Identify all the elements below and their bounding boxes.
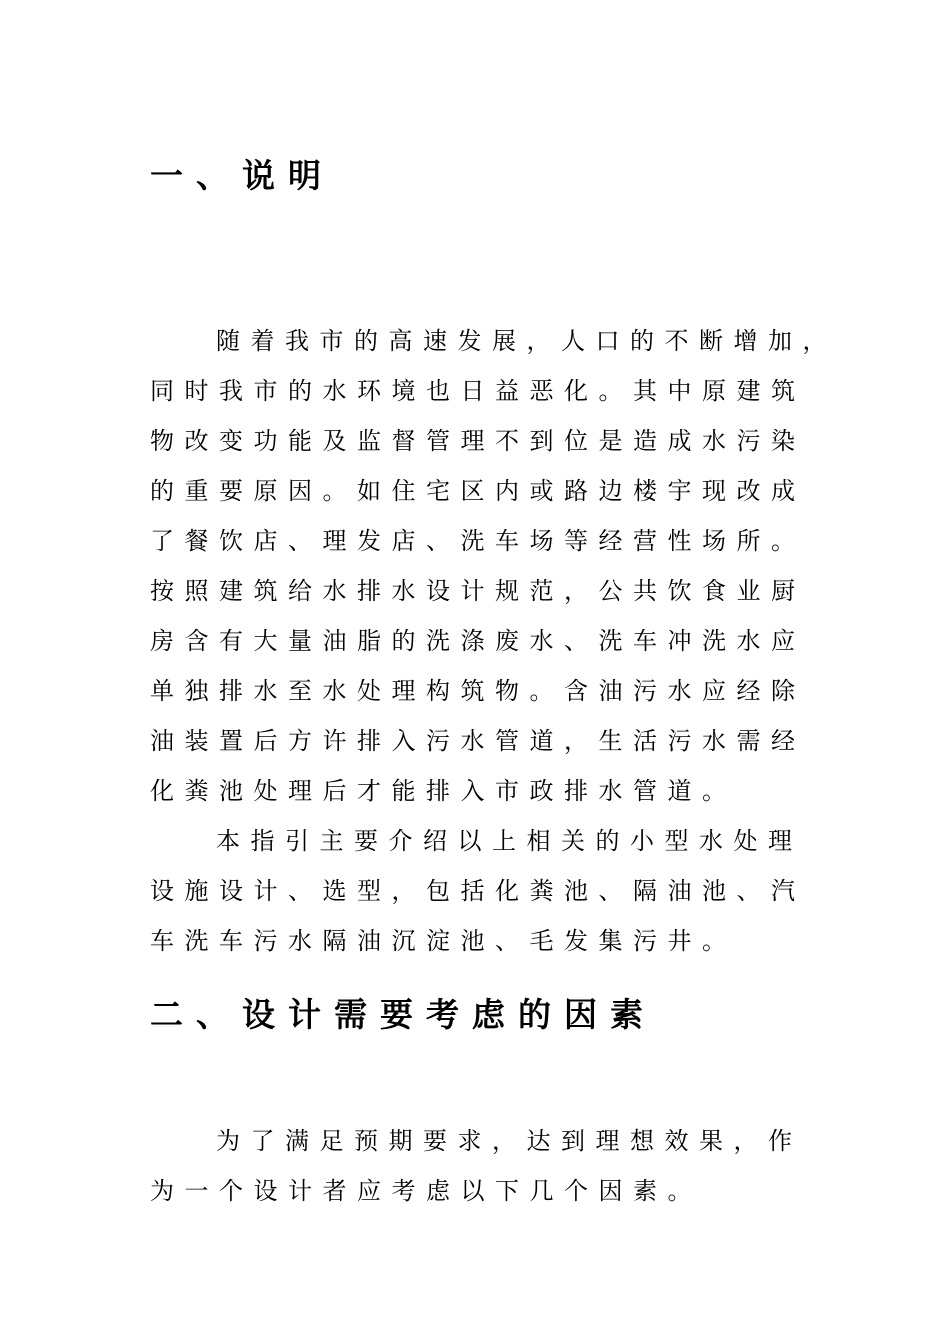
- section-heading-2: 二、设计需要考虑的因素: [150, 995, 656, 1034]
- paragraph-line: 为了满足预期要求，达到理想效果，作: [216, 1127, 803, 1155]
- section-2-body: [150, 1116, 810, 1216]
- section-heading-1: 一、说明: [150, 156, 334, 195]
- paragraph-line: 随着我市的高速发展，人口的不断增加，: [216, 327, 837, 355]
- paragraph-line: 的重要原因。如住宅区内或路边楼宇现改成: [150, 477, 806, 505]
- paragraph-line: 设施设计、选型，包括化粪池、隔油池、汽: [150, 877, 806, 905]
- paragraph-line: 按照建筑给水排水设计规范，公共饮食业厨: [150, 577, 806, 605]
- paragraph-line: 为一个设计者应考虑以下几个因素。: [150, 1177, 702, 1205]
- paragraph-line: 本指引主要介绍以上相关的小型水处理: [216, 827, 803, 855]
- paragraph-line: 化粪池处理后才能排入市政排水管道。: [150, 777, 737, 805]
- paragraph-line: 车洗车污水隔油沉淀池、毛发集污井。: [150, 927, 737, 955]
- paragraph-line: 单独排水至水处理构筑物。含油污水应经除: [150, 677, 806, 705]
- paragraph-line: 了餐饮店、理发店、洗车场等经营性场所。: [150, 527, 806, 555]
- section-1-body: [150, 316, 837, 966]
- paragraph-line: 油装置后方许排入污水管道，生活污水需经: [150, 727, 806, 755]
- paragraph-line: 房含有大量油脂的洗涤废水、洗车冲洗水应: [150, 627, 806, 655]
- paragraph-line: 同时我市的水环境也日益恶化。其中原建筑: [150, 377, 806, 405]
- paragraph-line: 物改变功能及监督管理不到位是造成水污染: [150, 427, 806, 455]
